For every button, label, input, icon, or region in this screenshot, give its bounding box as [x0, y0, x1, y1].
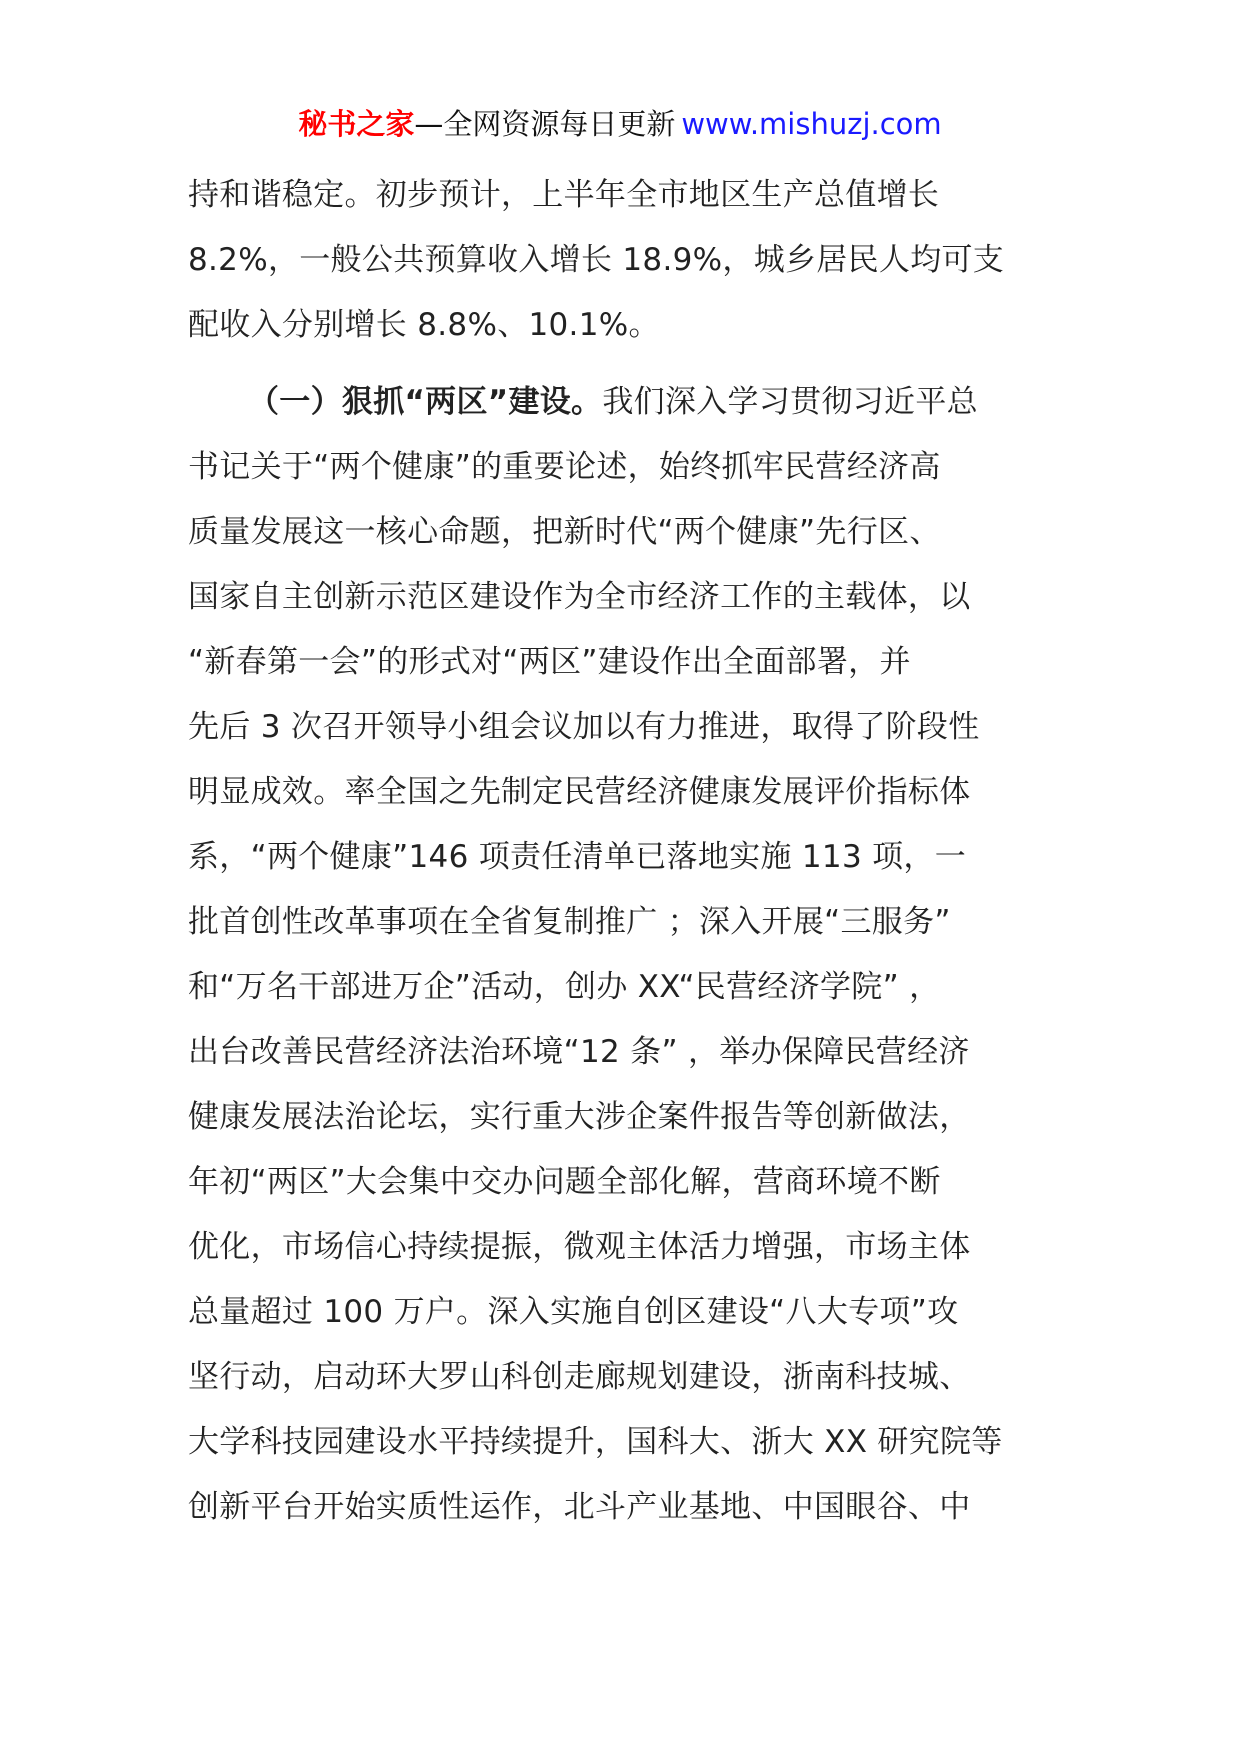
- text-line: 大学科技园建设水平持续提升，国科大、浙大 XX 研究院等: [188, 1424, 1003, 1460]
- header-tagline: —全网资源每日更新: [414, 107, 676, 141]
- paragraph-1: [188, 163, 1068, 358]
- text-line: 书记关于“两个健康”的重要论述，始终抓牢民营经济高: [188, 449, 941, 485]
- brand-name: 秘书之家: [298, 107, 415, 141]
- text-line: 总量超过 100 万户。深入实施自创区建设“八大专项”攻: [188, 1294, 959, 1330]
- text-line: 持和谐稳定。初步预计，上半年全市地区生产总值增长: [188, 177, 940, 213]
- text-line: 年初“两区”大会集中交办问题全部化解，营商环境不断: [188, 1164, 941, 1200]
- text-line: 质量发展这一核心命题，把新时代“两个健康”先行区、: [188, 514, 941, 550]
- text-line: 国家自主创新示范区建设作为全市经济工作的主载体，以: [188, 579, 971, 615]
- text-line: “新春第一会”的形式对“两区”建设作出全面部署，并: [188, 644, 911, 680]
- section-heading: （一）狠抓“两区”建设。: [248, 384, 603, 420]
- text-line: 8.2%，一般公共预算收入增长 18.9%，城乡居民人均可支: [188, 242, 1005, 278]
- paragraph-2: [188, 370, 1068, 1540]
- text-line: 坚行动，启动环大罗山科创走廊规划建设，浙南科技城、: [188, 1359, 971, 1395]
- text-line: 创新平台开始实质性运作，北斗产业基地、中国眼谷、中: [188, 1489, 971, 1525]
- text-line: 配收入分别增长 8.8%、10.1%。: [188, 307, 660, 343]
- text-line-first: [188, 370, 1068, 435]
- text-line: 健康发展法治论坛，实行重大涉企案件报告等创新做法，: [188, 1099, 971, 1135]
- text-line: 和“万名干部进万企”活动，创办 XX“民营经济学院” ，: [188, 969, 941, 1005]
- text-line: 系，“两个健康”146 项责任清单已落地实施 113 项，一: [188, 839, 967, 875]
- text-line: 批首创性改革事项在全省复制推广 ；深入开展“三服务”: [188, 904, 951, 940]
- paragraph-spacer: [188, 358, 1068, 370]
- text-line: 先后 3 次召开领导小组会议加以有力推进，取得了阶段性: [188, 709, 980, 745]
- site-header: [0, 102, 1240, 146]
- text-line: 优化，市场信心持续提振，微观主体活力增强，市场主体: [188, 1229, 971, 1265]
- document-body: [188, 163, 1068, 1540]
- site-url-link[interactable]: www.mishuzj.com: [681, 107, 942, 141]
- section-heading-rest: 我们深入学习贯彻习近平总: [602, 384, 978, 420]
- text-line: 出台改善民营经济法治环境“12 条” ，举办保障民营经济: [188, 1034, 970, 1070]
- text-line: 明显成效。率全国之先制定民营经济健康发展评价指标体: [188, 774, 971, 810]
